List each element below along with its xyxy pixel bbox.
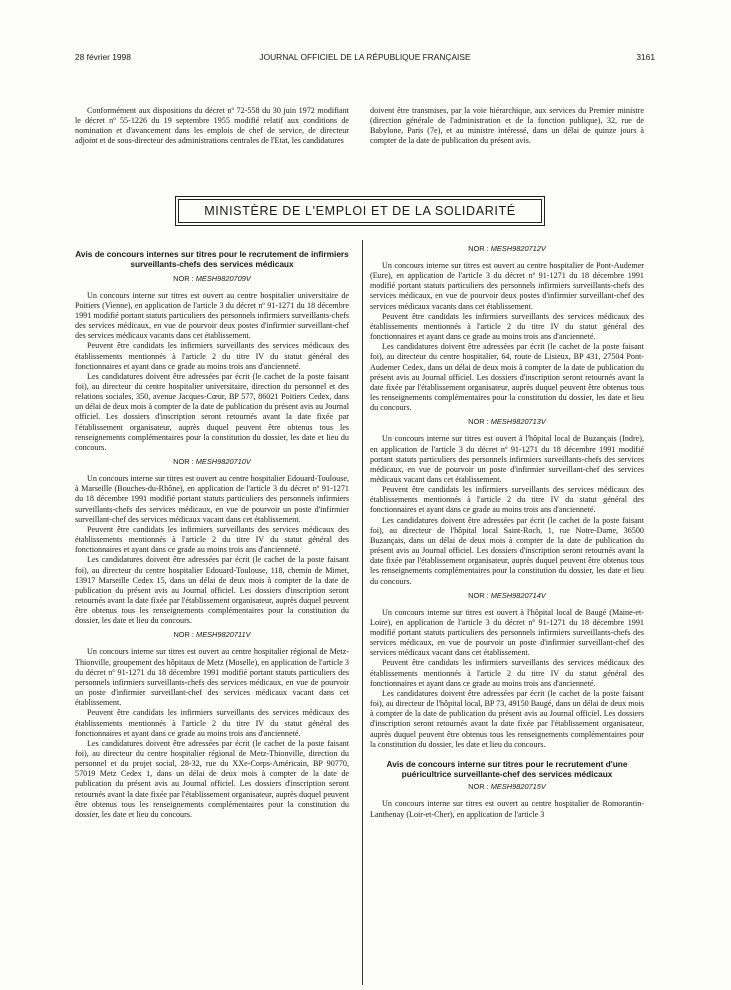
top-left-paragraph: Conformément aux dispositions du décret nº 72-558 du 30 juin 1972 modifiant le décret nº 55-1226 du 19 septembre 1955 modifié relatif aux conditions de nomination et d'avancement dans les emplois de chef de service, de directeur adjoint et de sous-directeur des administrations centrales de l'Etat, les candidatures — [75, 106, 349, 146]
header-page-number: 3161 — [636, 52, 655, 62]
nor-reference: NOR : MESH9820712V — [468, 244, 546, 253]
paragraph: Les candidatures doivent être adressées par écrit (le cachet de la poste faisant foi), au directeur du centre hospitalier universitaire, direction du personnel et des relations sociales, 350, avenue Jacques-Cœur, BP 577, 86021 Poitiers Cedex, dans un délai de deux mois à compter de la date de publication du présent avis au Journal officiel. Les dossiers d'inscription seront retournés avant la date fixée par l'établissement organisateur, auprès duquel peuvent être obtenus tous les renseignements complémentaires pour la constitution du dossier, les date et lieu du concours. — [75, 371, 349, 452]
paragraph: Peuvent être candidats les infirmiers surveillants des services médicaux des établissements mentionnés à l'article 2 du titre IV du statut général des fonctionnaires et ayant dans ce grade au moins trois ans d'ancienneté. — [370, 658, 644, 688]
paragraph: Un concours interne sur titres est ouvert au centre hospitalier universitaire de Poitiers (Vienne), en application de l'article 3 du décret nº 91-1271 du 18 décembre 1991 modifié portant statuts particuliers des personnels infirmiers surveillants-chefs des services médicaux, en vue de pourvoir deux postes d'infirmier surveillant-chef des services médicaux vacants dans cet établissement. — [75, 290, 349, 341]
paragraph: Les candidatures doivent être adressées par écrit (le cachet de la poste faisant foi), au directeur du centre hospitalier régional de Metz-Thionville, direction du personnel et du projet social, 28-32, rue du XXe-Corps-Américain, BP 90770, 57019 Metz Cedex 1, dans un délai de deux mois à compter de la date de publication du présent avis au Journal officiel. Les dossiers d'inscription seront retournés avant la date fixée par l'établissement organisateur, auprès duquel peuvent être obtenus tous les renseignements complémentaires pour la constitution du dossier, les date et lieu du concours. — [75, 738, 349, 819]
ministry-banner: MINISTÈRE DE L'EMPLOI ET DE LA SOLIDARITÉ — [178, 199, 542, 223]
paragraph: Les candidatures doivent être adressées par écrit (le cachet de la poste faisant foi), au directeur de l'hôpital local Saint-Roch, 1, rue Notre-Dame, 36500 Buzançais, dans un délai de deux mois à compter de la date de publication du présent avis au Journal officiel. Les dossiers d'inscription seront retournés avant la date fixée par l'établissement organisateur, auprès duquel peuvent être obtenus tous les renseignements complémentaires pour la constitution du dossier, les date et lieu du concours. — [370, 515, 644, 586]
paragraph: Un concours interne sur titres est ouvert au centre hospitalier de Romorantin-Lanthenay (Loir-et-Cher), en application de l'article 3 — [370, 799, 644, 819]
section-2 — [75, 457, 349, 626]
right-column — [370, 244, 644, 824]
paragraph: Un concours interne sur titres est ouvert au centre hospitalier régional de Metz-Thionville, groupement des hôpitaux de Metz (Moselle), en application de l'article 3 du décret nº 91-1271 du 18 décembre 1991 modifié portant statuts particuliers des personnels infirmiers surveillants-chefs des services médicaux, en vue de pourvoir un poste d'infirmier surveillant-chef des services médicaux vacant dans cet établissement. — [75, 647, 349, 708]
avis-title: Avis de concours internes sur titres pour le recrutement de infirmiers surveillants-chefs des services médicaux — [75, 249, 349, 269]
left-column — [75, 250, 349, 824]
nor-reference: NOR : MESH9820713V — [468, 417, 546, 427]
top-right-column — [370, 106, 644, 147]
nor-reference: NOR : MESH9820709V — [173, 273, 251, 283]
section-5 — [370, 417, 644, 586]
paragraph: Peuvent être candidats les infirmiers surveillants des services médicaux des établissements mentionnés à l'article 2 du titre IV du statut général des fonctionnaires et ayant dans ce grade au moins trois ans d'ancienneté. — [75, 524, 349, 555]
nor-reference: NOR : MESH9820710V — [173, 457, 251, 467]
paragraph: Les candidatures doivent être adressées par écrit (le cachet de la poste faisant foi), au directeur de l'hôpital local, BP 73, 49150 Baugé, dans un délai de deux mois à compter de la date de publication du présent avis au Journal officiel. Les dossiers d'inscription seront retournés avant la date fixée par l'établissement organisateur, auprès duquel peuvent être obtenus tous les renseignements complémentaires pour la constitution du dossier, les date et lieu du concours. — [370, 688, 644, 749]
paragraph: Peuvent être candidats les infirmiers surveillants des services médicaux des établissements mentionnés à l'article 2 du titre IV du statut général des fonctionnaires et ayant dans ce grade au moins trois ans d'ancienneté. — [75, 708, 349, 738]
nor-reference: NOR : MESH9820714V — [468, 590, 546, 600]
page-header — [75, 52, 655, 66]
section-1 — [75, 274, 349, 454]
paragraph: Peuvent être candidats les infirmiers surveillants des services médicaux des établissements mentionnés à l'article 2 du titre IV du statut général des fonctionnaires et ayant dans ce grade au moins trois ans d'ancienneté. — [75, 341, 349, 371]
avis-title: Avis de concours interne sur titres pour le recrutement d'une puéricultrice surveillante-chef des services médicaux — [386, 758, 628, 779]
section-3 — [75, 630, 349, 820]
nor-reference: NOR : MESH9820715V — [468, 782, 546, 792]
section-6 — [370, 591, 644, 750]
top-right-paragraph: doivent être transmises, par la voie hiérarchique, aux services du Premier ministre (direction générale de l'administration et de la fonction publique), 32, rue de Babylone, Paris (7e), et au ministre intéressé, dans un délai de quinze jours à compter de la date de publication du présent avis. — [370, 106, 644, 146]
paragraph: Un concours interne sur titres est ouvert au centre hospitalier Edouard-Toulouse, à Marseille (Bouches-du-Rhône), en application de l'article 3 du décret nº 91-1271 du 18 décembre 1991 modifié portant statuts particuliers des personnels infirmiers surveillants-chefs des services médicaux, en vue de pourvoir un poste d'infirmier surveillant-chef des services médicaux vacant dans cet établissement. — [75, 474, 349, 524]
top-left-column — [75, 106, 349, 147]
column-divider — [362, 240, 363, 985]
paragraph: Les candidatures doivent être adressées par écrit (le cachet de la poste faisant foi), au directeur du centre hospitalier, 64, route de Lisieux, BP 431, 27504 Pont-Audemer Cedex, dans un délai de deux mois à compter de la date de publication du présent avis au Journal officiel. Les dossiers d'inscription seront retournés avant la date fixée par l'établissement organisateur, auprès duquel peuvent être obtenus tous les renseignements complémentaires pour la constitution du dossier, les date et lieu du concours. — [370, 342, 644, 413]
nor-reference: NOR : MESH9820711V — [173, 630, 251, 640]
paragraph: Un concours interne sur titres est ouvert à l'hôpital local de Buzançais (Indre), en application de l'article 3 du décret nº 91-1271 du 18 décembre 1991 modifié portant statuts particuliers des personnels infirmiers surveillants-chefs des services médicaux, en vue de pourvoir un poste d'infirmier surveillant-chef des services médicaux vacant dans cet établissement. — [370, 434, 644, 484]
paragraph: Un concours interne sur titres est ouvert à l'hôpital local de Baugé (Maine-et-Loire), en application de l'article 3 du décret nº 91-1271 du 18 décembre 1991 modifié portant statuts particuliers des personnels infirmiers surveillants-chefs des services médicaux, en vue de pourvoir un poste d'infirmier surveillant-chef des services médicaux vacant dans cet établissement. — [370, 607, 644, 658]
paragraph: Peuvent être candidats les infirmiers surveillants des services médicaux des établissements mentionnés à l'article 2 du titre IV du statut général des fonctionnaires et ayant dans ce grade au moins trois ans d'ancienneté. — [370, 311, 644, 342]
section-4 — [370, 244, 644, 413]
header-title: JOURNAL OFFICIEL DE LA RÉPUBLIQUE FRANÇAISE — [259, 52, 471, 62]
paragraph: Les candidatures doivent être adressées par écrit (le cachet de la poste faisant foi), au directeur du centre hospitalier Edouard-Toulouse, 118, chemin de Mimet, 13917 Marseille Cedex 15, dans un délai de deux mois à compter de la date de publication du présent avis au Journal officiel. Les dossiers d'inscription seront retournés avant la date fixée par l'établissement organisateur, auprès duquel peuvent être obtenus tous les renseignements complémentaires pour la constitution du dossier, les date et lieu du concours. — [75, 555, 349, 626]
header-date: 28 février 1998 — [75, 52, 131, 62]
paragraph: Peuvent être candidats les infirmiers surveillants des services médicaux des établissements mentionnés à l'article 2 du titre IV du statut général des fonctionnaires et ayant dans ce grade au moins trois ans d'ancienneté. — [370, 485, 644, 515]
paragraph: Un concours interne sur titres est ouvert au centre hospitalier de Pont-Audemer (Eure), en application de l'article 3 du décret nº 91-1271 du 18 décembre 1991 modifié portant statuts particuliers des personnels infirmiers surveillants-chefs des services médicaux, en vue de pourvoir deux postes d'infirmier surveillant-chef des services médicaux vacants dans cet établissement. — [370, 261, 644, 311]
section-7 — [370, 782, 644, 819]
